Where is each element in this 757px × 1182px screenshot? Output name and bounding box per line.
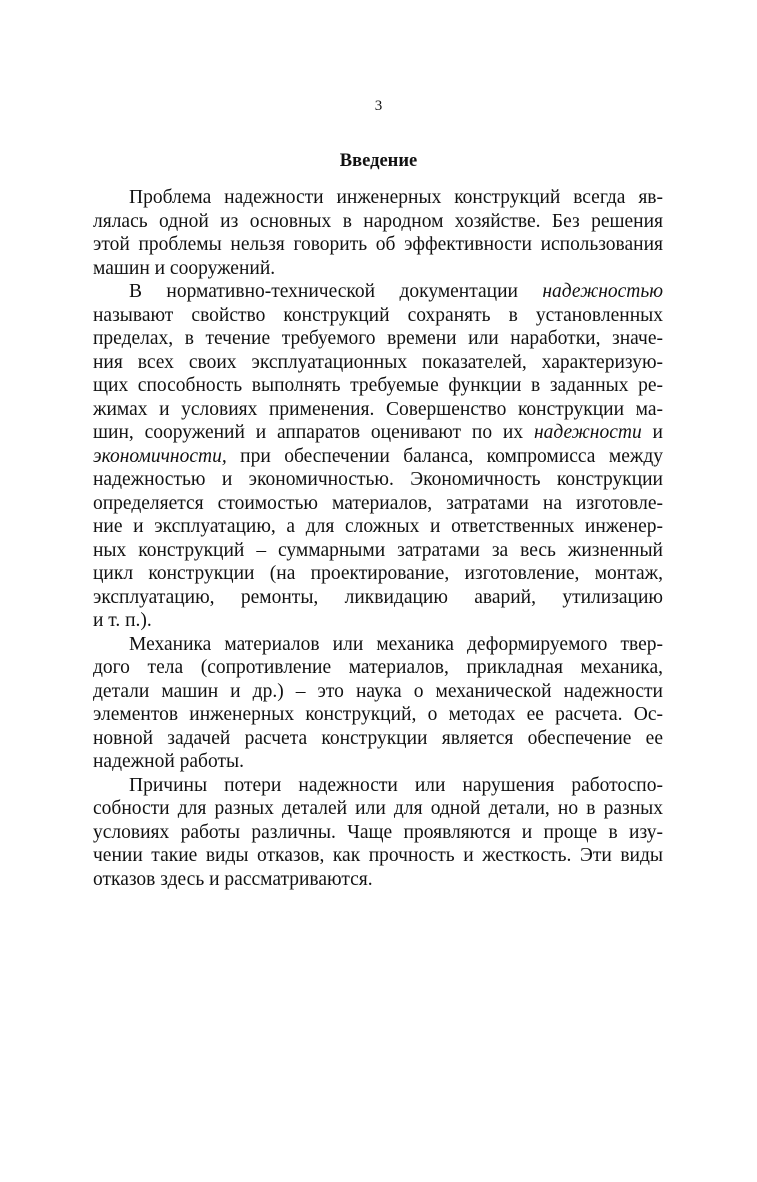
text-line: чении такие виды отказов, как прочность и жесткость. Эти виды [93,845,663,866]
text-line: этой проблемы нельзя говорить об эффективности использования [93,234,663,255]
text-line: отказов здесь и рассматриваются. [93,868,373,890]
text-line [93,280,663,304]
text-line: надежностью и экономичностью. Экономичность конструкции [93,469,663,490]
text-line [93,421,663,445]
text-line: Механика материалов или механика деформируемого твер- [129,633,663,655]
text-line: надежной работы. [93,751,244,772]
text-line: щих способность выполнять требуемые функции в заданных ре- [93,375,663,396]
text-line: ных конструкций – суммарными затратами за весь жизненный [93,539,663,561]
page-title: Введение [339,151,418,171]
text-segment: В нормативно-технической документации [129,281,543,302]
paragraph-3 [93,633,663,774]
page-number: 3 [374,98,383,114]
text-line: элементов инженерных конструкций, о методах ее расчета. Ос- [93,704,663,725]
text-line: пределах, в течение требуемого времени или наработки, значе- [93,328,663,349]
paragraph-2 [93,280,663,633]
italic-term: надежности [533,422,642,443]
text-line: называют свойство конструкций сохранять в установленных [93,304,663,326]
text-line: дого тела (сопротивление материалов, прикладная механика, [93,657,663,678]
text-line: Проблема надежности инженерных конструкций всегда яв- [129,187,663,208]
text-line: детали машин и др.) – это наука о механической надежности [93,680,663,702]
paragraph-4 [93,774,663,892]
text-line: эксплуатацию, ремонты, ликвидацию аварий, утилизацию [93,586,663,608]
text-segment: шин, сооружений и аппаратов оценивают по их [93,422,534,443]
paragraph-1 [93,186,663,280]
italic-term: экономичности, [93,445,227,467]
text-line: собности для разных деталей или для одной детали, но в разных [93,798,663,819]
text-line: определяется стоимостью материалов, затратами на изготовле- [93,492,663,514]
text-line: жимах и условиях применения. Совершенство конструкции ма- [93,398,663,420]
text-line: и т. п.). [93,610,152,631]
text-segment: и [641,422,663,443]
italic-term: надежностью [542,281,663,302]
text-line [93,445,663,469]
text-line: ние и эксплуатацию, а для сложных и ответственных инженер- [93,516,663,537]
text-line: новной задачей расчета конструкции является обеспечение ее [93,727,663,749]
text-line: Причины потери надежности или нарушения работоспо- [129,774,663,796]
document-body [93,186,663,891]
text-segment: при обеспечении баланса, компромисса между [226,445,663,467]
text-line: условиях работы различны. Чаще проявляются и проще в изу- [93,821,663,843]
text-line: ния всех своих эксплуатационных показателей, характеризую- [93,351,663,373]
text-line: цикл конструкции (на проектирование, изготовление, монтаж, [93,563,663,584]
text-line: лялась одной из основных в народном хозяйстве. Без решения [93,210,663,232]
text-line: машин и сооружений. [93,257,276,279]
